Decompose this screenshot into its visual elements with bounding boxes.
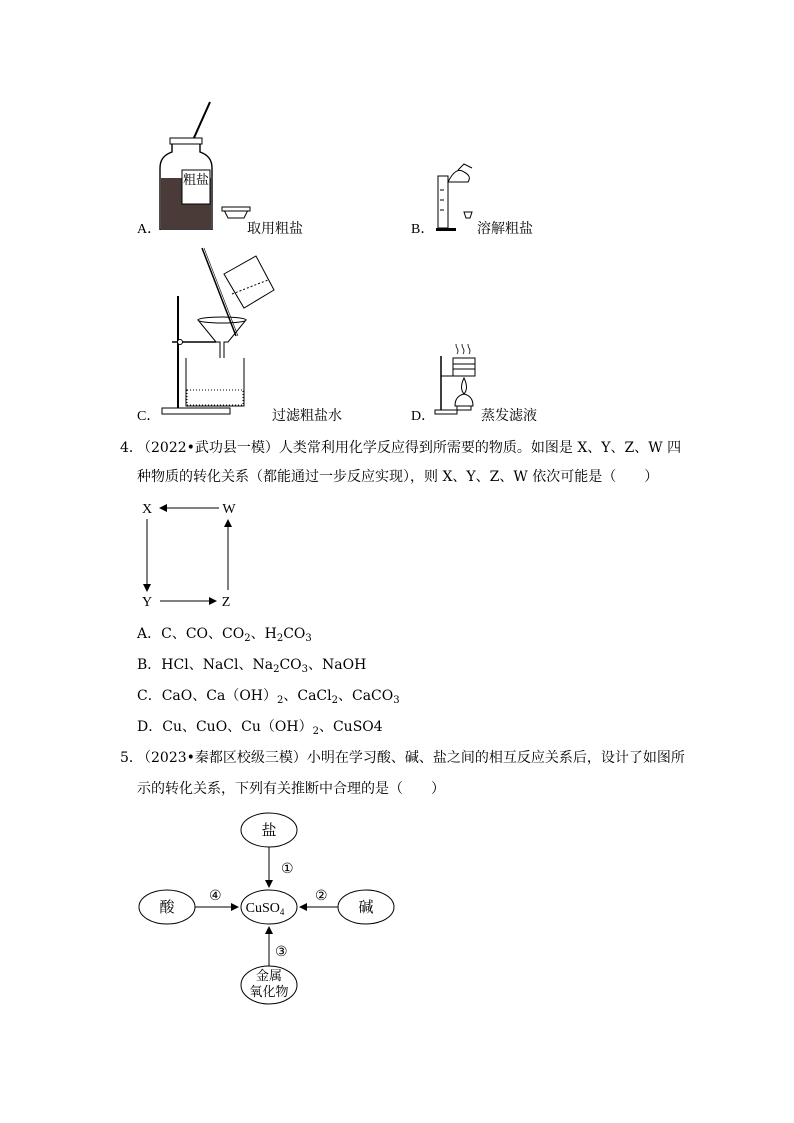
figure-a-salt-jar [150,98,260,230]
q4-conversion-diagram [130,496,250,610]
node-x: X [141,502,153,517]
q5-stem-line2: 示的转化关系，下列有关推断中合理的是（ ） [137,781,445,797]
svg-text:碱: 碱 [358,900,374,916]
q4-stem-line1: （2022•武功县一模）人类常利用化学反应得到所需要的物质。如图是 X、Y、Z、W 四 [137,440,682,456]
q5-conversion-diagram [135,810,405,1010]
node-w: W [222,502,236,517]
svg-text:③: ③ [275,945,288,960]
svg-text:氧化物: 氧化物 [249,984,289,999]
figure-b-cylinder [432,162,478,234]
q4-number: 4． [120,440,143,456]
svg-text:盐: 盐 [261,823,277,839]
q4-option-a[interactable]: A．C、CO、$CO_2$、$H_2CO_3$ [137,626,312,644]
option-d-letter: D． [411,409,436,424]
q4-stem-line2: 种物质的转化关系（都能通过一步反应实现），则 X、Y、Z、W 依次可能是（ ） [137,469,659,485]
option-a-caption: 取用粗盐 [247,222,303,237]
q4-option-c[interactable]: C．CaO、$Ca(OH)_2$、CaCl$_2$、CaCO$_3$ [137,688,400,706]
node-z: Z [221,595,231,610]
figure-c-filtration [158,246,288,418]
option-b-letter: B． [411,222,435,237]
option-a-letter: A． [137,222,162,237]
option-c-letter: C． [137,409,161,424]
option-b-caption: 溶解粗盐 [477,222,533,237]
q4-option-b[interactable]: B．HCl、NaCl、$Na_2CO_3$、NaOH [137,657,367,675]
svg-text:①: ① [281,862,294,877]
option-d-caption: 蒸发滤液 [481,409,537,424]
q5-number: 5． [120,750,143,766]
jar-label: 粗盐 [182,172,210,187]
center-formula: CuSO$_4$ [245,901,285,917]
q4-option-d[interactable]: D．Cu、CuO、$Cu(OH)_2$、CuSO4 [137,719,383,737]
svg-text:②: ② [315,889,328,904]
svg-text:酸: 酸 [159,900,175,916]
node-y: Y [141,595,153,610]
svg-text:金属: 金属 [255,968,283,983]
q5-stem-line1: （2023•秦都区校级三模）小明在学习酸、碱、盐之间的相互反应关系后，设计了如图所 [137,750,685,766]
option-c-caption: 过滤粗盐水 [272,409,342,424]
svg-text:④: ④ [209,889,222,904]
